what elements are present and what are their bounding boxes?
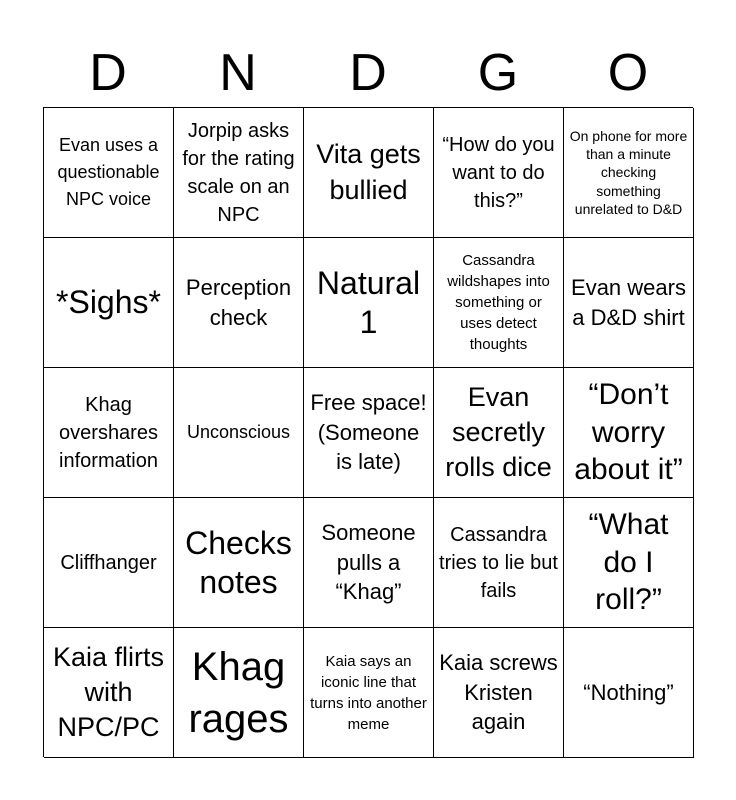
bingo-cell-r3c1[interactable] bbox=[44, 368, 174, 498]
bingo-cell-r3c4[interactable] bbox=[434, 368, 564, 498]
bingo-cell-r3c5[interactable] bbox=[564, 368, 694, 498]
bingo-cell-r4c4[interactable] bbox=[434, 498, 564, 628]
bingo-cell-text: Kaia screws Kristen again bbox=[439, 649, 558, 735]
bingo-board bbox=[43, 107, 693, 757]
bingo-cell-text: “How do you want to do this?” bbox=[442, 133, 555, 212]
bingo-cell-text: Unconscious bbox=[186, 422, 291, 442]
bingo-cell-text: Jorpip asks for the rating scale on an NPC bbox=[182, 119, 295, 226]
bingo-cell-text: Khag overshares information bbox=[59, 393, 158, 472]
bingo-cell-text: Cassandra tries to lie but fails bbox=[439, 523, 558, 602]
bingo-cell-text: “Nothing” bbox=[583, 679, 674, 705]
bingo-cell-text: Kaia says an iconic line that turns into another meme bbox=[310, 652, 427, 733]
bingo-cell-text: Natural 1 bbox=[316, 265, 421, 340]
header-letter-n: N bbox=[219, 44, 257, 102]
bingo-cell-text: Khag rages bbox=[188, 644, 289, 741]
bingo-cell-text: “What do I roll?” bbox=[588, 508, 669, 617]
header-letter-d2: D bbox=[349, 44, 387, 102]
bingo-cell-text: Cliffhanger bbox=[60, 551, 157, 574]
bingo-cell-r1c3[interactable] bbox=[304, 108, 434, 238]
bingo-cell-text: *Sighs* bbox=[56, 284, 161, 321]
bingo-cell-text: Vita gets bullied bbox=[316, 139, 421, 205]
bingo-cell-text: Kaia flirts with NPC/PC bbox=[52, 641, 165, 743]
bingo-cell-r5c2[interactable] bbox=[174, 628, 304, 758]
bingo-cell-r1c1[interactable] bbox=[44, 108, 174, 238]
header-letter-d1: D bbox=[89, 44, 127, 102]
bingo-cell-r3c3[interactable] bbox=[304, 368, 434, 498]
bingo-cell-text: Cassandra wildshapes into something or uses detect thoughts bbox=[447, 252, 550, 353]
bingo-cell-r1c2[interactable] bbox=[174, 108, 304, 238]
bingo-cell-text: Free space! (Someone is late) bbox=[310, 389, 427, 475]
bingo-cell-text: Evan uses a questionable NPC voice bbox=[57, 135, 160, 209]
bingo-cell-text: Evan wears a D&D shirt bbox=[571, 274, 686, 330]
bingo-cell-text: Evan secretly rolls dice bbox=[445, 381, 552, 483]
bingo-cell-r4c1[interactable] bbox=[44, 498, 174, 628]
bingo-cell-r4c5[interactable] bbox=[564, 498, 694, 628]
bingo-cell-r5c3[interactable] bbox=[304, 628, 434, 758]
bingo-cell-r1c4[interactable] bbox=[434, 108, 564, 238]
bingo-cell-text: Perception check bbox=[185, 274, 292, 330]
bingo-cell-r1c5[interactable] bbox=[564, 108, 694, 238]
bingo-cell-text: “Don’t worry about it” bbox=[574, 378, 683, 487]
bingo-header bbox=[43, 40, 693, 106]
bingo-cell-r2c4[interactable] bbox=[434, 238, 564, 368]
bingo-cell-text: Checks notes bbox=[185, 525, 292, 600]
bingo-cell-r5c5[interactable] bbox=[564, 628, 694, 758]
bingo-cell-text: On phone for more than a minute checking something unrelated to D&D bbox=[569, 128, 688, 217]
bingo-cell-r2c3[interactable] bbox=[304, 238, 434, 368]
bingo-cell-r3c2[interactable] bbox=[174, 368, 304, 498]
bingo-cell-r4c2[interactable] bbox=[174, 498, 304, 628]
bingo-cell-r5c1[interactable] bbox=[44, 628, 174, 758]
header-letter-g: G bbox=[477, 44, 519, 102]
bingo-cell-text: Someone pulls a “Khag” bbox=[321, 519, 416, 605]
bingo-cell-r4c3[interactable] bbox=[304, 498, 434, 628]
bingo-cell-r2c2[interactable] bbox=[174, 238, 304, 368]
bingo-cell-r2c1[interactable] bbox=[44, 238, 174, 368]
bingo-cell-r2c5[interactable] bbox=[564, 238, 694, 368]
header-letter-o: O bbox=[607, 44, 649, 102]
bingo-cell-r5c4[interactable] bbox=[434, 628, 564, 758]
